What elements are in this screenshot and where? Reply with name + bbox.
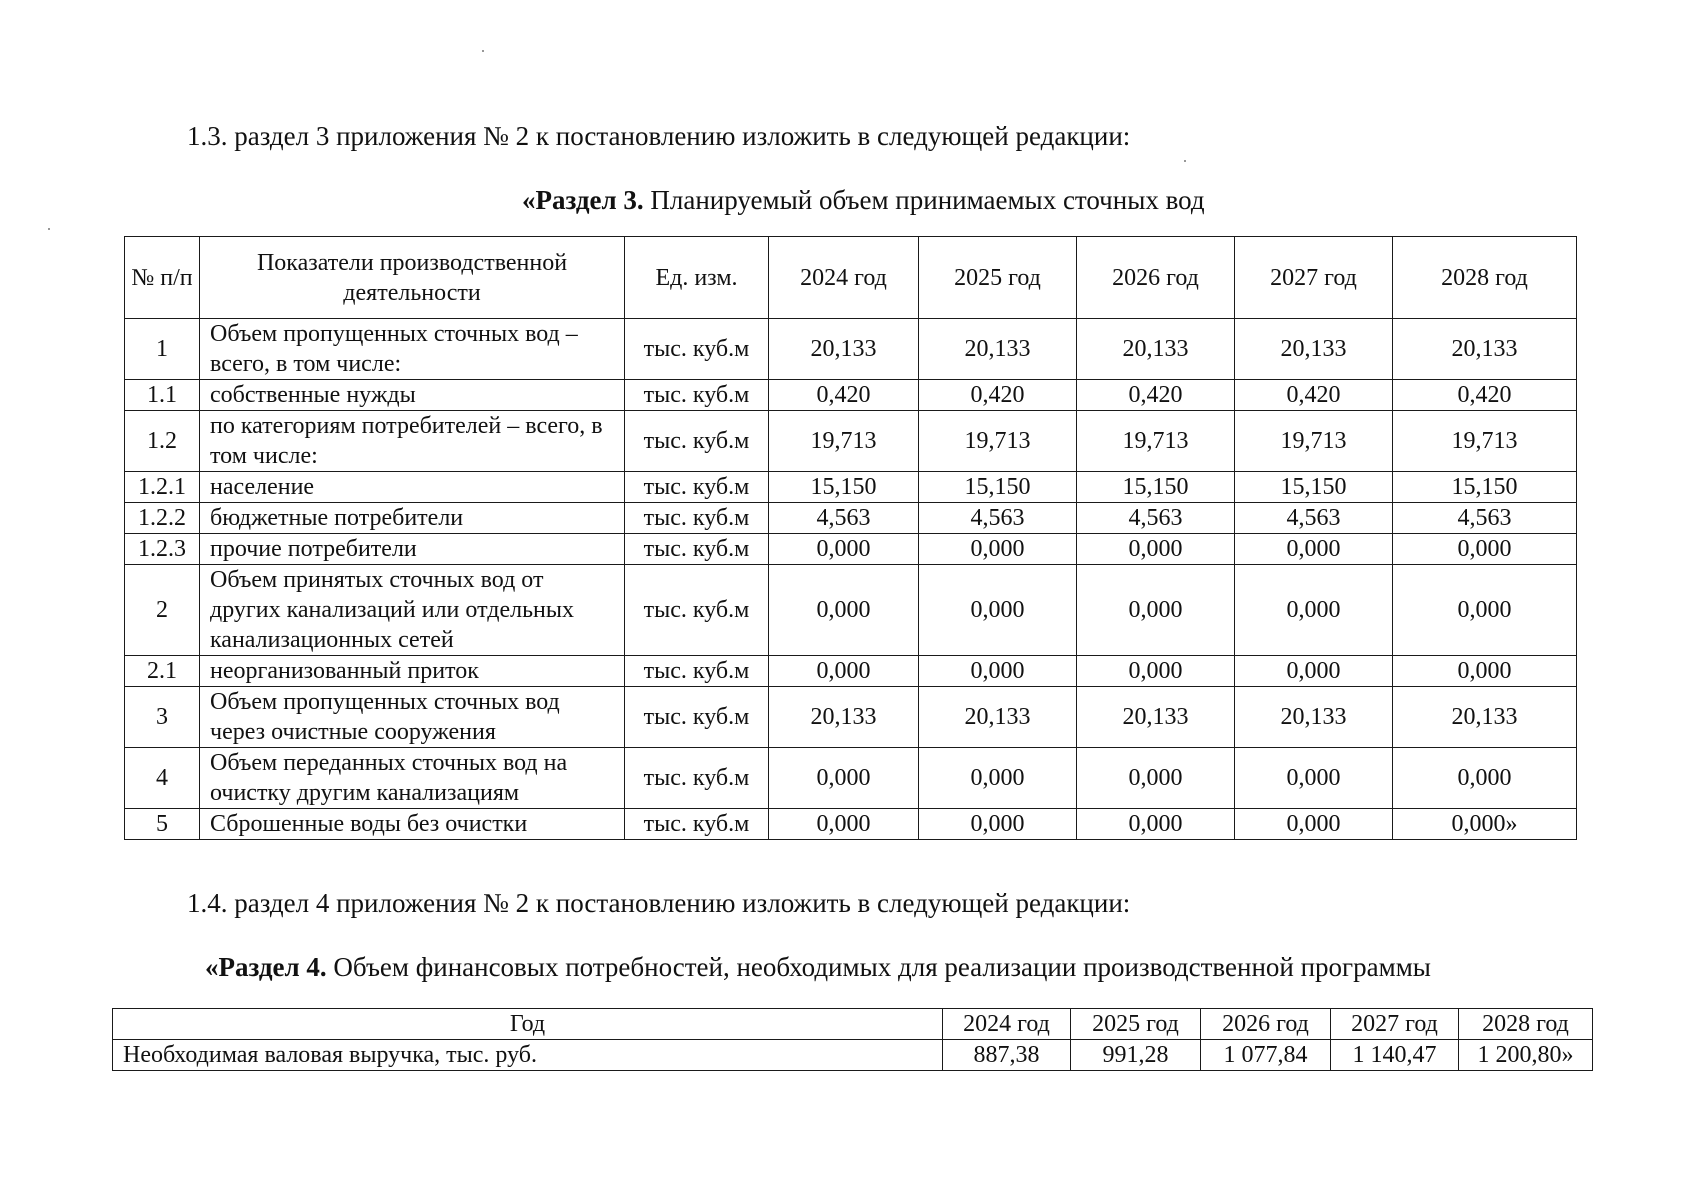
- row-value-2026: 0,000: [1077, 565, 1235, 656]
- scan-speck: [1184, 160, 1186, 162]
- row-code: 5: [125, 809, 200, 840]
- row-value-2028: 0,000»: [1393, 809, 1577, 840]
- row-value-2027: 20,133: [1235, 319, 1393, 380]
- row-value-2025: 0,000: [919, 809, 1077, 840]
- row-value-2026: 0,000: [1077, 534, 1235, 565]
- table-row: [125, 411, 1577, 472]
- row-code: 1: [125, 319, 200, 380]
- row-code: 1.2: [125, 411, 200, 472]
- row-name: Объем пропущенных сточных вод через очистные сооружения: [200, 687, 625, 748]
- row-value-2027: 15,150: [1235, 472, 1393, 503]
- row-value-2024: 4,563: [769, 503, 919, 534]
- section-4-title-rest: Объем финансовых потребностей, необходимых для реализации производственной программы: [326, 952, 1431, 982]
- revenue-2025: 991,28: [1071, 1040, 1201, 1071]
- row-value-2028: 0,420: [1393, 380, 1577, 411]
- row-name: бюджетные потребители: [200, 503, 625, 534]
- row-value-2025: 19,713: [919, 411, 1077, 472]
- row-unit: тыс. куб.м: [625, 534, 769, 565]
- row-value-2026: 0,000: [1077, 656, 1235, 687]
- row-name: Объем принятых сточных вод от других канализаций или отдельных канализационных сетей: [200, 565, 625, 656]
- row-value-2026: 0,000: [1077, 748, 1235, 809]
- row-code: 2: [125, 565, 200, 656]
- row-value-2028: 0,000: [1393, 748, 1577, 809]
- table-row: [125, 687, 1577, 748]
- row-value-2027: 0,000: [1235, 748, 1393, 809]
- table-row: [125, 748, 1577, 809]
- header-year-2024: 2024 год: [769, 237, 919, 319]
- row-unit: тыс. куб.м: [625, 687, 769, 748]
- row-value-2027: 0,000: [1235, 656, 1393, 687]
- row-value-2025: 0,000: [919, 656, 1077, 687]
- row-value-2026: 19,713: [1077, 411, 1235, 472]
- row-value-2025: 4,563: [919, 503, 1077, 534]
- table-row: [125, 809, 1577, 840]
- table-row: [125, 380, 1577, 411]
- revenue-2024: 887,38: [943, 1040, 1071, 1071]
- row-value-2027: 0,000: [1235, 534, 1393, 565]
- row-value-2024: 15,150: [769, 472, 919, 503]
- table-header-row: [125, 237, 1577, 319]
- scan-speck: [48, 228, 50, 230]
- row-value-2027: 20,133: [1235, 687, 1393, 748]
- row-value-2026: 20,133: [1077, 687, 1235, 748]
- row-unit: тыс. куб.м: [625, 319, 769, 380]
- section-4-table: [112, 1008, 1593, 1071]
- row-unit: тыс. куб.м: [625, 380, 769, 411]
- row-value-2024: 0,420: [769, 380, 919, 411]
- table-row: [125, 534, 1577, 565]
- table-row: [125, 319, 1577, 380]
- row-value-2026: 0,000: [1077, 809, 1235, 840]
- row-value-2024: 20,133: [769, 687, 919, 748]
- row-code: 1.1: [125, 380, 200, 411]
- section-3-title-bold: «Раздел 3.: [522, 185, 644, 215]
- section-4-title-bold: «Раздел 4.: [205, 952, 327, 982]
- row-value-2025: 20,133: [919, 687, 1077, 748]
- revenue-2028: 1 200,80»: [1459, 1040, 1593, 1071]
- row-value-2027: 0,000: [1235, 809, 1393, 840]
- row-name: население: [200, 472, 625, 503]
- row-value-2027: 0,420: [1235, 380, 1393, 411]
- table-row: [125, 472, 1577, 503]
- row-unit: тыс. куб.м: [625, 411, 769, 472]
- header-num: № п/п: [125, 237, 200, 319]
- row-name: Объем пропущенных сточных вод – всего, в том числе:: [200, 319, 625, 380]
- year-cell-2026: 2026 год: [1201, 1009, 1331, 1040]
- revenue-label: Необходимая валовая выручка, тыс. руб.: [113, 1040, 943, 1071]
- row-unit: тыс. куб.м: [625, 503, 769, 534]
- row-value-2028: 20,133: [1393, 687, 1577, 748]
- row-value-2025: 0,000: [919, 534, 1077, 565]
- row-unit: тыс. куб.м: [625, 748, 769, 809]
- row-value-2028: 0,000: [1393, 656, 1577, 687]
- row-value-2028: 19,713: [1393, 411, 1577, 472]
- revenue-2026: 1 077,84: [1201, 1040, 1331, 1071]
- row-value-2028: 15,150: [1393, 472, 1577, 503]
- header-indicator: Показатели производственной деятельности: [200, 237, 625, 319]
- header-year-2028: 2028 год: [1393, 237, 1577, 319]
- year-cell-2024: 2024 год: [943, 1009, 1071, 1040]
- section-3-table: [124, 236, 1577, 840]
- table-row: [125, 656, 1577, 687]
- row-unit: тыс. куб.м: [625, 565, 769, 656]
- row-value-2024: 0,000: [769, 534, 919, 565]
- row-unit: тыс. куб.м: [625, 656, 769, 687]
- header-year-2027: 2027 год: [1235, 237, 1393, 319]
- section-3-title-rest: Планируемый объем принимаемых сточных вод: [643, 185, 1205, 215]
- row-value-2026: 15,150: [1077, 472, 1235, 503]
- year-cell-2027: 2027 год: [1331, 1009, 1459, 1040]
- year-cell-2025: 2025 год: [1071, 1009, 1201, 1040]
- row-code: 1.2.3: [125, 534, 200, 565]
- row-value-2025: 0,000: [919, 565, 1077, 656]
- row-name: Объем переданных сточных вод на очистку другим канализациям: [200, 748, 625, 809]
- paragraph-1-3: 1.3. раздел 3 приложения № 2 к постановлению изложить в следующей редакции:: [187, 121, 1131, 151]
- row-value-2025: 0,000: [919, 748, 1077, 809]
- row-value-2025: 0,420: [919, 380, 1077, 411]
- table-row-revenue: [113, 1040, 1593, 1071]
- header-unit: Ед. изм.: [625, 237, 769, 319]
- revenue-2027: 1 140,47: [1331, 1040, 1459, 1071]
- table-row: [125, 503, 1577, 534]
- row-value-2024: 19,713: [769, 411, 919, 472]
- row-name: неорганизованный приток: [200, 656, 625, 687]
- row-value-2024: 0,000: [769, 565, 919, 656]
- header-year-2025: 2025 год: [919, 237, 1077, 319]
- year-cell-2028: 2028 год: [1459, 1009, 1593, 1040]
- row-name: прочие потребители: [200, 534, 625, 565]
- row-name: по категориям потребителей – всего, в том числе:: [200, 411, 625, 472]
- row-value-2025: 20,133: [919, 319, 1077, 380]
- row-value-2024: 0,000: [769, 748, 919, 809]
- row-value-2027: 19,713: [1235, 411, 1393, 472]
- row-code: 1.2.2: [125, 503, 200, 534]
- row-value-2027: 4,563: [1235, 503, 1393, 534]
- row-code: 1.2.1: [125, 472, 200, 503]
- table-row-years: [113, 1009, 1593, 1040]
- table-row: [125, 565, 1577, 656]
- row-value-2028: 0,000: [1393, 565, 1577, 656]
- row-value-2026: 0,420: [1077, 380, 1235, 411]
- paragraph-1-4: 1.4. раздел 4 приложения № 2 к постановлению изложить в следующей редакции:: [187, 888, 1131, 918]
- row-value-2025: 15,150: [919, 472, 1077, 503]
- row-unit: тыс. куб.м: [625, 472, 769, 503]
- row-value-2026: 4,563: [1077, 503, 1235, 534]
- row-value-2027: 0,000: [1235, 565, 1393, 656]
- row-name: собственные нужды: [200, 380, 625, 411]
- scan-speck: [482, 50, 484, 52]
- row-code: 2.1: [125, 656, 200, 687]
- row-value-2028: 4,563: [1393, 503, 1577, 534]
- header-year-2026: 2026 год: [1077, 237, 1235, 319]
- row-code: 3: [125, 687, 200, 748]
- row-code: 4: [125, 748, 200, 809]
- section-4-title: [205, 952, 1431, 983]
- year-header-label: Год: [113, 1009, 943, 1040]
- row-value-2028: 20,133: [1393, 319, 1577, 380]
- row-value-2028: 0,000: [1393, 534, 1577, 565]
- row-value-2024: 20,133: [769, 319, 919, 380]
- section-3-title: [522, 185, 1205, 216]
- row-value-2024: 0,000: [769, 809, 919, 840]
- row-value-2024: 0,000: [769, 656, 919, 687]
- row-name: Сброшенные воды без очистки: [200, 809, 625, 840]
- row-value-2026: 20,133: [1077, 319, 1235, 380]
- row-unit: тыс. куб.м: [625, 809, 769, 840]
